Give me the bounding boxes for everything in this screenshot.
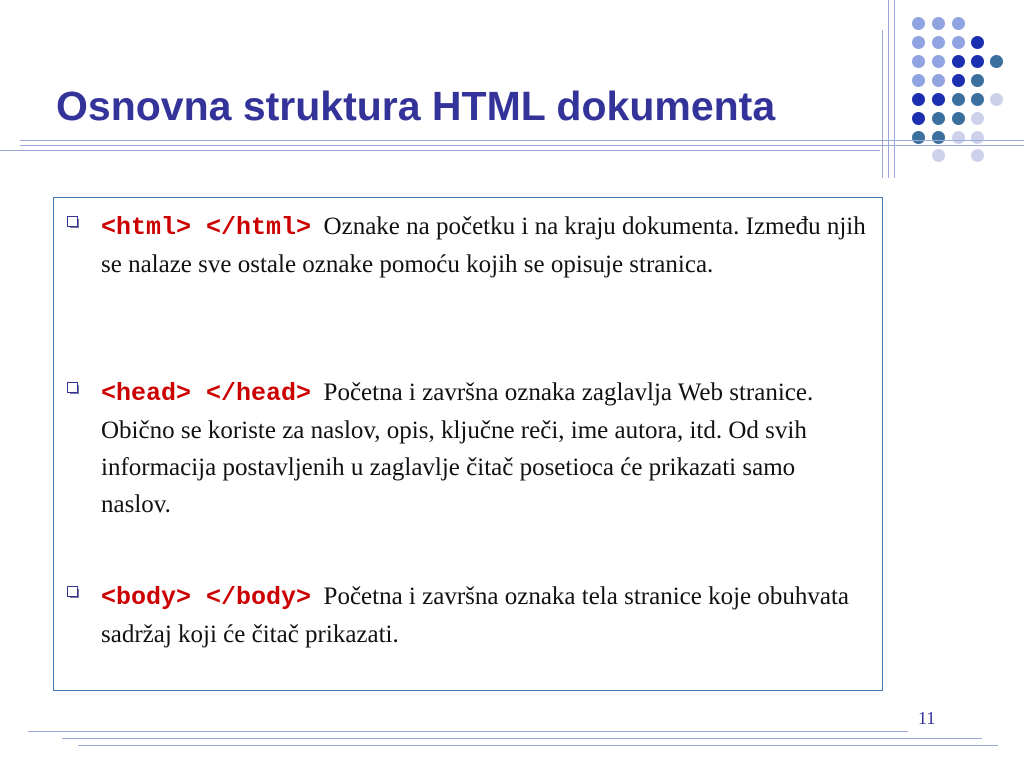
slide-title: Osnovna struktura HTML dokumenta xyxy=(56,83,776,129)
decor-dot xyxy=(932,93,945,106)
footer-rule xyxy=(78,745,998,746)
decor-dot xyxy=(952,74,965,87)
decor-vertical-line xyxy=(882,30,883,178)
decor-dot xyxy=(912,17,925,30)
decor-dot xyxy=(932,131,945,144)
list-item-text xyxy=(101,578,871,653)
decor-dot xyxy=(971,93,984,106)
list-item-code: <body> </body> xyxy=(101,583,312,612)
list-item-code: <head> </head> xyxy=(101,379,312,408)
decor-dot xyxy=(912,112,925,125)
decor-dot xyxy=(952,93,965,106)
decor-dot xyxy=(932,112,945,125)
decor-dot xyxy=(971,112,984,125)
list-item-description: Početna i završna oznaka zaglavlja Web stranice. Obično se koriste za naslov, opis, ključne reči, ime autora, itd. Od svih informacija postavljenih u zaglavlje čitač posetioca će prikazati samo naslov. xyxy=(101,379,814,518)
decor-dot xyxy=(912,131,925,144)
decor-dot xyxy=(990,55,1003,68)
decor-dot xyxy=(932,17,945,30)
decor-dot xyxy=(952,55,965,68)
decor-dot xyxy=(932,74,945,87)
page-number: 11 xyxy=(918,708,936,728)
decor-dot xyxy=(952,36,965,49)
content-box xyxy=(53,197,883,691)
square-bullet-icon xyxy=(67,216,79,228)
decor-dot xyxy=(971,74,984,87)
decor-dot xyxy=(932,36,945,49)
decor-dot xyxy=(971,149,984,162)
decor-dot xyxy=(971,55,984,68)
decor-dot xyxy=(932,149,945,162)
footer-rule xyxy=(28,731,908,732)
list-item-code: <html> </html> xyxy=(101,213,312,242)
decor-dot xyxy=(912,74,925,87)
decor-dot xyxy=(952,17,965,30)
list-item-description: Početna i završna oznaka tela stranice koje obuhvata sadržaj koji će čitač prikazati. xyxy=(101,583,850,648)
square-bullet-icon xyxy=(67,586,79,598)
list-item-text xyxy=(101,374,871,523)
decor-dot xyxy=(932,55,945,68)
decor-vertical-line xyxy=(888,0,889,178)
decor-dot xyxy=(952,131,965,144)
decor-dot xyxy=(971,36,984,49)
decor-dot xyxy=(912,36,925,49)
square-bullet-icon xyxy=(67,382,79,394)
decor-dot xyxy=(912,93,925,106)
title-rule xyxy=(20,140,1024,141)
list-item-text xyxy=(101,208,871,283)
decor-vertical-line xyxy=(894,0,895,178)
decor-dot xyxy=(912,55,925,68)
title-rule xyxy=(0,150,880,151)
decor-dot xyxy=(990,93,1003,106)
footer-rule xyxy=(62,738,982,739)
title-rule xyxy=(20,145,1024,146)
decor-dot xyxy=(952,112,965,125)
decor-dot xyxy=(971,131,984,144)
list-item-description: Oznake na početku i na kraju dokumenta. Između njih se nalaze sve ostale oznake pomoću kojih se opisuje stranica. xyxy=(101,213,866,278)
